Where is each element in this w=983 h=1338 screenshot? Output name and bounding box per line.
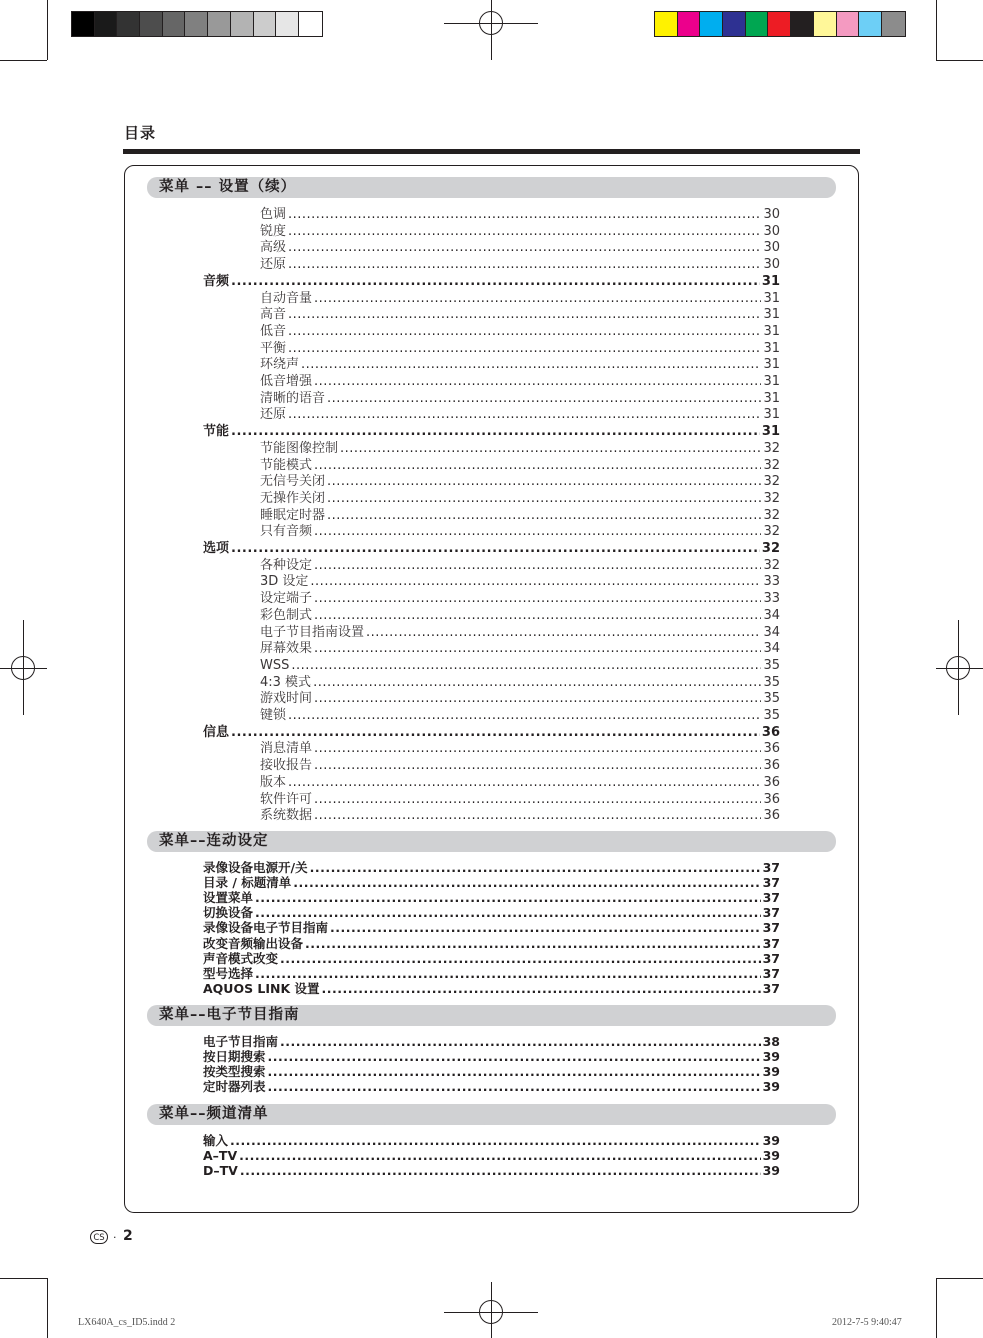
toc-entry-label: 节能图像控制 (260, 440, 339, 456)
toc-page-number: 39 (762, 1064, 780, 1080)
toc-page-number: 30 (763, 257, 780, 273)
toc-page-number: 36 (763, 741, 780, 757)
toc-subentry (260, 407, 780, 423)
color-swatch (276, 12, 299, 36)
dot-leader (268, 1064, 761, 1079)
dot-leader (291, 658, 761, 674)
toc-entry-label: 平衡 (260, 340, 287, 356)
toc-entry (203, 1034, 780, 1049)
toc-entry (203, 890, 780, 905)
toc-page-number: 37 (762, 965, 780, 981)
dot-leader (314, 608, 761, 624)
dot-leader (230, 1133, 761, 1148)
toc-entry-label: 目录 / 标题清单 (203, 875, 292, 891)
section-title: 菜单––电子节目指南 (159, 1007, 300, 1023)
process-color-bar (654, 11, 906, 37)
toc-page-number: 37 (762, 875, 780, 891)
toc-entry (203, 1049, 780, 1064)
toc-page-number: 31 (763, 357, 780, 373)
color-swatch (746, 12, 769, 36)
toc-page-number: 37 (762, 890, 780, 906)
toc-subentry (260, 625, 780, 641)
toc-page-number: 31 (763, 290, 780, 306)
toc-entry-label: 游戏时间 (260, 691, 313, 707)
toc-entry-label: 音频 (203, 273, 230, 289)
toc-entry-label: 设定端子 (260, 591, 313, 607)
toc-page-number: 30 (763, 207, 780, 222)
footer-separator: · (113, 1231, 117, 1244)
section-header (147, 1104, 836, 1125)
toc-page-number: 32 (763, 524, 780, 540)
toc-page-number: 31 (763, 307, 780, 323)
toc-page-number: 31 (761, 273, 780, 289)
dot-leader (255, 905, 761, 920)
toc-entry-label: 节能模式 (260, 457, 313, 473)
dot-leader (314, 458, 761, 474)
toc-page-number: 39 (762, 1079, 780, 1095)
slug-timestamp: 2012-7-5 9:40:47 (832, 1317, 902, 1328)
color-swatch (185, 12, 208, 36)
toc-entry-label: 改变音频输出设备 (203, 935, 304, 951)
dot-leader (239, 1148, 760, 1163)
toc-page-number: 37 (762, 935, 780, 951)
toc-entry-label: 清晰的语音 (260, 390, 326, 406)
toc-entry-label: 色调 (260, 207, 287, 222)
dot-leader (268, 1049, 761, 1064)
toc-subentry (260, 324, 780, 340)
dot-leader (288, 324, 761, 340)
dot-leader (288, 207, 761, 223)
toc-subentry (260, 458, 780, 474)
toc-page-number: 36 (763, 774, 780, 790)
dot-leader (340, 441, 761, 457)
toc-entry-label: 屏幕效果 (260, 641, 313, 657)
color-swatch (859, 12, 882, 36)
toc-subentry (260, 775, 780, 791)
toc-entry-label: 定时器列表 (203, 1079, 266, 1095)
toc-subentry (260, 808, 780, 824)
dot-leader (327, 491, 761, 507)
dot-leader (288, 775, 761, 791)
toc-entry (203, 1079, 780, 1094)
toc-entry-label: 睡眠定时器 (260, 507, 326, 523)
toc-page-number: 31 (763, 323, 780, 339)
toc-entry-label: WSS (260, 657, 290, 673)
toc-subentry (260, 207, 780, 223)
toc-entry-label: 锐度 (260, 223, 287, 239)
toc-subentry (260, 792, 780, 808)
dot-leader (268, 1079, 761, 1094)
toc-entry (203, 951, 780, 966)
toc-page-number: 37 (762, 905, 780, 921)
section-title: 菜单––频道清单 (159, 1106, 269, 1122)
toc-subentry (260, 574, 780, 590)
toc-entry-label: D–TV (203, 1163, 238, 1179)
toc-entry-label: 只有音频 (260, 524, 313, 540)
toc-entry-label: A–TV (203, 1148, 238, 1164)
color-swatch (655, 12, 678, 36)
toc-entry-label: 信息 (203, 724, 230, 740)
dot-leader (314, 374, 761, 390)
toc-entry-label: 4:3 模式 (260, 674, 312, 690)
toc-entry-label: 声音模式改变 (203, 950, 279, 966)
toc-entry (203, 1064, 780, 1079)
toc-entry-label: 高音 (260, 307, 287, 323)
color-swatch (837, 12, 860, 36)
toc-entry-label: 设置菜单 (203, 890, 254, 906)
toc-page-number: 32 (763, 457, 780, 473)
toc-entry-label: 版本 (260, 774, 287, 790)
dot-leader (288, 224, 761, 240)
toc-entry-label: 无信号关闭 (260, 474, 326, 490)
color-swatch (882, 12, 905, 36)
toc-page-number: 36 (761, 724, 780, 740)
toc-entry-label: 消息清单 (260, 741, 313, 757)
toc-subentry (260, 608, 780, 624)
dot-leader (327, 474, 761, 490)
dot-leader (310, 860, 761, 875)
toc-entry-label: 型号选择 (203, 965, 254, 981)
toc-entry (203, 920, 780, 935)
toc-page-number: 36 (763, 791, 780, 807)
toc-subentry (260, 441, 780, 457)
toc-entry-label: 无操作关闭 (260, 490, 326, 506)
toc-entry-label: 还原 (260, 257, 287, 273)
toc-entry-label: 软件许可 (260, 791, 313, 807)
toc-page-number: 38 (762, 1034, 780, 1049)
color-swatch (768, 12, 791, 36)
dot-leader (288, 341, 761, 357)
dot-leader (293, 875, 760, 890)
toc-entry-label: 按类型搜索 (203, 1064, 266, 1080)
toc-entry-label: 输入 (203, 1133, 229, 1148)
toc-entry-label: 各种设定 (260, 557, 313, 573)
dot-leader (288, 407, 761, 423)
toc-entry (203, 981, 780, 996)
toc-entry-label: 节能 (203, 424, 230, 440)
toc-subentry (260, 708, 780, 724)
toc-subentry (260, 524, 780, 540)
dot-leader (288, 257, 761, 273)
toc-page-number: 31 (761, 424, 780, 440)
color-swatch (163, 12, 186, 36)
toc-page-number: 37 (762, 920, 780, 936)
toc-subentry (260, 391, 780, 407)
toc-subentry (260, 374, 780, 390)
toc-page-number: 34 (763, 607, 780, 623)
toc-entry (203, 860, 780, 875)
dot-leader (314, 291, 761, 307)
toc-entry-label: 彩色制式 (260, 607, 313, 623)
toc-subentry (260, 658, 780, 674)
section-header (147, 831, 836, 852)
dot-leader (240, 1163, 761, 1178)
toc-subentry (260, 240, 780, 256)
color-swatch (72, 12, 95, 36)
color-swatch (95, 12, 118, 36)
grayscale-color-bar (71, 11, 323, 37)
toc-entry-label: 高级 (260, 240, 287, 256)
dot-leader (330, 920, 761, 935)
toc-page-number: 35 (763, 657, 780, 673)
dot-leader (314, 792, 761, 808)
toc-page-number: 37 (762, 860, 780, 875)
toc-entry-label: 电子节目指南设置 (260, 624, 365, 640)
page-number: 2 (123, 1228, 133, 1244)
toc-subentry (260, 758, 780, 774)
toc-entry (203, 541, 780, 557)
dot-leader (314, 641, 761, 657)
dot-leader (314, 758, 761, 774)
color-swatch (231, 12, 254, 36)
toc-page-number: 32 (763, 474, 780, 490)
toc-entry-label: 录像设备电源开/关 (203, 860, 308, 875)
toc-page-number: 32 (763, 507, 780, 523)
dot-leader (314, 741, 761, 757)
dot-leader (255, 966, 761, 981)
toc-entry-label: 选项 (203, 541, 230, 556)
toc-entry-label: 切换设备 (203, 905, 254, 921)
color-swatch (117, 12, 140, 36)
dot-leader (305, 936, 761, 951)
toc-entry-label: 系统数据 (260, 808, 313, 824)
dot-leader (231, 541, 760, 557)
toc-subentry (260, 508, 780, 524)
toc-entry-label: 键锁 (260, 708, 287, 723)
color-swatch (208, 12, 231, 36)
toc-entry-label: 低音 (260, 323, 287, 339)
toc-page-number: 39 (762, 1133, 780, 1148)
color-swatch (723, 12, 746, 36)
dot-leader (366, 625, 761, 641)
dot-leader (314, 591, 761, 607)
toc-page-number: 39 (762, 1148, 780, 1164)
dot-leader (231, 725, 760, 741)
toc-page-number: 30 (763, 223, 780, 239)
toc-subentry (260, 307, 780, 323)
dot-leader (255, 890, 761, 905)
toc-page-number: 33 (763, 591, 780, 607)
page-title: 目录 (124, 124, 157, 142)
toc-entry (203, 274, 780, 290)
toc-entry-label: 低音增强 (260, 374, 313, 389)
dot-leader (314, 691, 761, 707)
toc-subentry (260, 558, 780, 574)
color-swatch (299, 12, 322, 36)
section-header (147, 177, 836, 198)
toc-subentry (260, 291, 780, 307)
toc-page-number: 30 (763, 240, 780, 256)
toc-page-number: 35 (763, 691, 780, 707)
toc-entry (203, 1163, 780, 1178)
color-swatch (814, 12, 837, 36)
dot-leader (313, 675, 761, 691)
dot-leader (314, 524, 761, 540)
dot-leader (288, 708, 761, 724)
toc-entry (203, 1148, 780, 1163)
toc-page-number: 31 (763, 390, 780, 406)
dot-leader (288, 240, 761, 256)
toc-entry-label: 环绕声 (260, 357, 300, 373)
toc-page-number: 32 (763, 490, 780, 506)
section-header (147, 1005, 836, 1026)
dot-leader (327, 508, 761, 524)
toc-subentry (260, 591, 780, 607)
toc-subentry (260, 691, 780, 707)
dot-leader (288, 307, 761, 323)
dot-leader (327, 391, 761, 407)
toc-entry-label: 3D 设定 (260, 574, 309, 590)
toc-subentry (260, 474, 780, 490)
dot-leader (314, 808, 761, 824)
toc-entry (203, 905, 780, 920)
toc-page-number: 31 (763, 374, 780, 389)
toc-subentry (260, 641, 780, 657)
dot-leader (310, 574, 761, 590)
toc-page-number: 36 (763, 758, 780, 774)
language-badge: CS (90, 1230, 108, 1244)
color-swatch (254, 12, 277, 36)
toc-subentry (260, 675, 780, 691)
toc-page-number: 35 (763, 674, 780, 690)
toc-subentry (260, 341, 780, 357)
section-title: 菜单 –– 设置（续） (159, 179, 297, 195)
slug-filename: LX640A_cs_ID5.indd 2 (78, 1317, 176, 1328)
toc-subentry (260, 741, 780, 757)
toc-page-number: 37 (762, 980, 780, 996)
dot-leader (231, 274, 760, 290)
toc-entry-label: 录像设备电子节目指南 (203, 920, 329, 936)
toc-entry-label: AQUOS LINK 设置 (203, 980, 320, 996)
color-swatch (678, 12, 701, 36)
toc-page-number: 36 (763, 808, 780, 824)
toc-page-number: 34 (763, 641, 780, 657)
color-swatch (700, 12, 723, 36)
toc-entry-label: 自动音量 (260, 290, 313, 306)
toc-page-number: 34 (763, 624, 780, 640)
toc-entry-label: 按日期搜索 (203, 1049, 266, 1065)
toc-entry (203, 725, 780, 741)
dot-leader (280, 1034, 761, 1049)
toc-entry-label: 电子节目指南 (203, 1034, 279, 1049)
toc-entry (203, 875, 780, 890)
toc-page-number: 39 (762, 1163, 780, 1179)
section-title: 菜单––连动设定 (159, 833, 269, 849)
toc-entry-label: 还原 (260, 407, 287, 423)
toc-entry (203, 424, 780, 440)
toc-subentry (260, 357, 780, 373)
toc-subentry (260, 257, 780, 273)
dot-leader (231, 424, 760, 440)
dot-leader (301, 357, 761, 373)
dot-leader (314, 558, 761, 574)
dot-leader (322, 981, 761, 996)
toc-page-number: 32 (761, 541, 780, 556)
toc-entry-label: 接收报告 (260, 758, 313, 774)
color-swatch (140, 12, 163, 36)
dot-leader (280, 951, 761, 966)
toc-page-number: 31 (763, 407, 780, 423)
toc-subentry (260, 224, 780, 240)
toc-page-number: 37 (762, 950, 780, 966)
toc-page-number: 31 (763, 340, 780, 356)
color-swatch (791, 12, 814, 36)
toc-entry (203, 966, 780, 981)
toc-subentry (260, 491, 780, 507)
toc-page-number: 32 (763, 440, 780, 456)
toc-page-number: 32 (763, 557, 780, 573)
toc-page-number: 33 (763, 574, 780, 590)
toc-page-number: 35 (763, 708, 780, 723)
toc-entry (203, 1133, 780, 1148)
title-rule (123, 149, 860, 154)
toc-entry (203, 936, 780, 951)
toc-page-number: 39 (762, 1049, 780, 1065)
